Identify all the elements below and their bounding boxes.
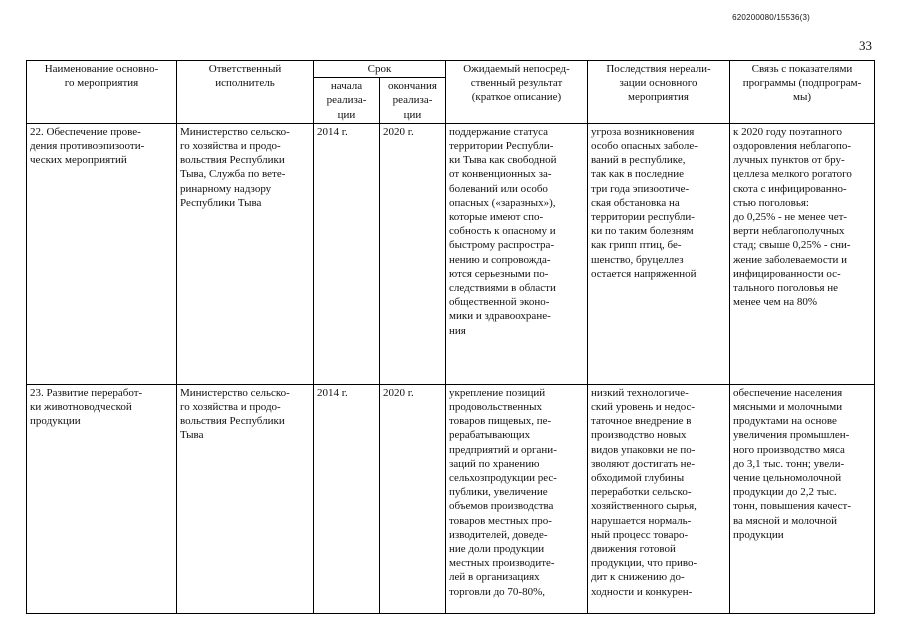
header-responsible: Ответственный исполнитель [177, 61, 314, 124]
cell-responsible: Министерство сельско- го хозяйства и продо- вольствия Республики Тыва [177, 384, 314, 613]
cell-name: 23. Развитие переработ- ки животноводческой продукции [27, 384, 177, 613]
cell-link: обеспечение населения мясными и молочными продуктами на основе увеличения промышлен- ного производство мяса до 3,1 тыс. тонн; увели- чение цельномолочной продукции до 2,2 тыс. тонн, повышения качест- ва мясной и молочной продукции [730, 384, 875, 613]
cell-name: 22. Обеспечение прове- дения противоэпизооти- ческих мероприятий [27, 123, 177, 384]
page-number: 33 [859, 38, 872, 53]
cell-expected: укрепление позиций продовольственных товаров пищевых, пе- рерабатывающих предприятий и органи- заций по хранению сельхозпродукции рес- публики, увеличение объемов производства товаров местных про- изводителей, доведе- ние доли продукции местных производите- лей в организациях торговли до 70-80%, [446, 384, 588, 613]
header-expected: Ожидаемый непосред- ственный результат (краткое описание) [446, 61, 588, 124]
header-name: Наименование основно- го мероприятия [27, 61, 177, 124]
table-row [27, 123, 875, 384]
table-row [27, 384, 875, 613]
cell-consequences: угроза возникновения особо опасных заболе- ваний в республике, так как в последние три года эпизоотиче- ская обстановка на территории республи- ки по таким болезням как грипп птиц, бе- шенство, бруцеллез остается напряженной [588, 123, 730, 384]
header-term: Срок [314, 61, 446, 78]
cell-end: 2020 г. [380, 123, 446, 384]
cell-consequences: низкий технологиче- ский уровень и недос- таточное внедрение в производство новых видов упаковки не по- зволяют достигать не- обходимой глубины переработки сельско- хозяйственного сырья, нарушается нормаль- ный процесс товаро- движения готовой продукции, что приво- дит к снижению до- ходности и конкурен- [588, 384, 730, 613]
header-term-start: начала реализа- ции [314, 78, 380, 124]
cell-start: 2014 г. [314, 123, 380, 384]
header-consequences: Последствия нереали- зации основного мероприятия [588, 61, 730, 124]
cell-responsible: Министерство сельско- го хозяйства и продо- вольствия Республики Тыва, Служба по вете- ринарному надзору Республики Тыва [177, 123, 314, 384]
document-id: 620200080/15536(3) [732, 13, 810, 22]
cell-start: 2014 г. [314, 384, 380, 613]
cell-expected: поддержание статуса территории Республи- ки Тыва как свободной от конвенционных за- болеваний или особо опасных («заразных»), которые имеют спо- собность к опасному и быстрому распростра- нению и сопровожда- ются серьезными по- следствиями в области общественной эконо- мики и здравоохране- ния [446, 123, 588, 384]
header-term-end: окончания реализа- ции [380, 78, 446, 124]
header-link: Связь с показателями программы (подпрограм- мы) [730, 61, 875, 124]
cell-link: к 2020 году поэтапного оздоровления неблагопо- лучных пунктов от бру- целлеза мелкого рогатого скота с инфицированно- стью поголовья: до 0,25% - не менее чет- верти неблагополучных стад; свыше 0,25% - сни- жение заболеваемости и инфицированности ос- тального поголовья не менее чем на 80% [730, 123, 875, 384]
measures-table [26, 60, 875, 614]
cell-end: 2020 г. [380, 384, 446, 613]
